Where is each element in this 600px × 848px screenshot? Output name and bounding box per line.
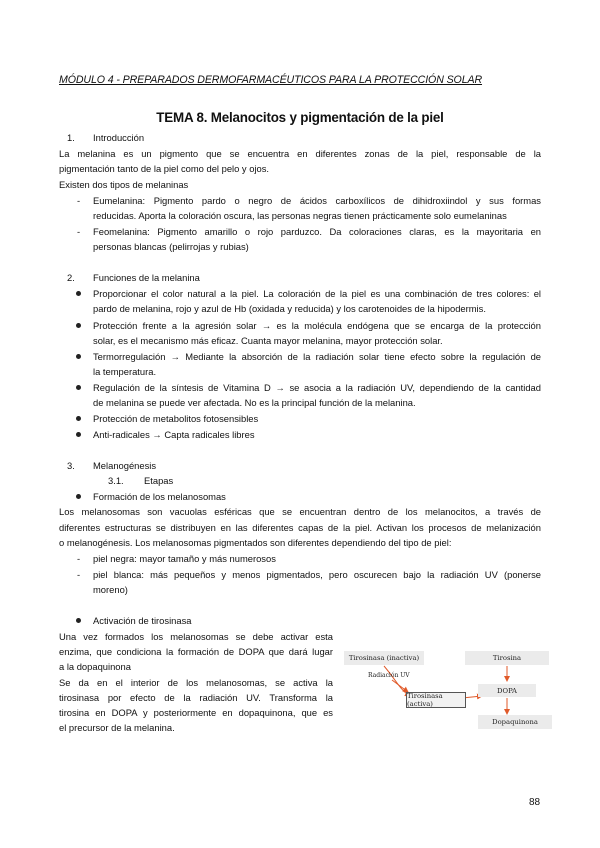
radiation-label: Radiación UV [368,672,410,679]
list-dash: - [77,553,81,564]
section-3-heading: Melanogénesis [93,460,157,471]
light-skin-line-1: piel blanca: más pequeños y menos pigmentados, pero oscurecen bajo la radiación UV (ponerse [93,569,541,580]
activation-heading: Activación de tirosinasa [93,615,192,626]
eumelanin-line-2: reducidas. Aporta la coloración oscura, las personas negras tienen prácticamente solo eumelaninas [93,210,507,221]
intro-line-1: La melanina es un pigmento que se encuentra en diferentes zonas de la piel, responsable de la [59,148,541,159]
function-1-line-2: pardo de melanina, rojo y azul de Hb (oxidada y reducida) y los carotenoides de la hipodermis. [93,303,486,314]
activation-line-2: enzima, que condiciona la formación de DOPA que dará lugar [59,646,333,657]
activation-line-3: a la dopaquinona [59,661,131,672]
melanosome-line-2: diferentes estructuras se distribuyen en las diferentes capas de la piel. Activan los procesos de melanización [59,522,541,533]
dopa-box: DOPA [478,684,536,697]
activation-line-4: Se da en el interior de los melanosomas, se activa la [59,677,333,688]
bullet-icon [76,618,81,623]
section-1-number: 1. [67,132,75,143]
dopaquinona-box: Dopaquinona [478,715,552,729]
activation-line-6: tirosina en DOPA y posteriormente en dopaquinona, que es [59,707,333,718]
feomelanin-line-1: Feomelanina: Pigmento amarillo o rojo parduzco. Da coloraciones claras, es la mayoritaria en [93,226,541,237]
melanin-types-intro: Existen dos tipos de melaninas [59,179,189,190]
tirosina-box: Tirosina [465,651,549,665]
formation-heading: Formación de los melanosomas [93,491,226,502]
function-2-line-1: Protección frente a la agresión solar → es la molécula endógena que se encarga de la protección [93,320,541,331]
activation-line-1: Una vez formados los melanosomas se debe activar esta [59,631,333,642]
section-2-heading: Funciones de la melanina [93,272,200,283]
melanosome-line-1: Los melanosomas son vacuolas esféricas que se encuentran dentro de los melanocitos, a través de [59,506,541,517]
section-1-heading: Introducción [93,132,145,143]
function-5: Protección de metabolitos fotosensibles [93,413,259,424]
bullet-icon [76,432,81,437]
tyrosinase-diagram [344,648,549,732]
subsection-heading: Etapas [144,475,174,486]
list-dash: - [77,226,81,237]
activation-line-5: tirosinasa por efecto de la radiación UV. Transforma la [59,692,333,703]
activation-line-7: el precursor de la melanina. [59,722,175,733]
intro-line-2: pigmentación tanto de la piel como del pelo y ojos. [59,163,270,174]
function-4-line-1: Regulación de la síntesis de Vitamina D → se asocia a la radiación UV, dependiendo de la cantidad [93,382,541,393]
bullet-icon [76,291,81,296]
section-2-number: 2. [67,272,75,283]
function-3-line-1: Termorregulación → Mediante la absorción de la radiación solar tiene efecto sobre la regulación de [93,351,541,362]
feomelanin-line-2: personas blancas (pelirrojas y rubias) [93,241,249,252]
eumelanin-line-1: Eumelanina: Pigmento pardo o negro de ácidos carboxílicos de dihidroxiindol y sus formas [93,195,541,206]
inactive-tyrosinase-box: Tirosinasa (inactiva) [344,651,424,665]
page-number: 88 [529,797,541,808]
active-tyrosinase-box: Tirosinasa (activa) [406,692,466,708]
function-6: Anti-radicales → Capta radicales libres [93,429,255,440]
page-title: TEMA 8. Melanocitos y pigmentación de la piel [156,110,444,125]
list-dash: - [77,569,81,580]
light-skin-line-2: moreno) [93,584,128,595]
bullet-icon [76,385,81,390]
list-dash: - [77,195,81,206]
function-2-line-2: solar, es el mecanismo más eficaz. Cuanta mayor melanina, mayor protección solar. [93,335,443,346]
bullet-icon [76,416,81,421]
dark-skin-item: piel negra: mayor tamaño y más numerosos [93,553,276,564]
subsection-number: 3.1. [108,475,124,486]
function-3-line-2: la temperatura. [93,366,157,377]
function-4-line-2: de melanina se puede ver afectada. No es la principal función de la melanina. [93,397,416,408]
melanosome-line-3: o melanogénesis. Los melanosomas pigmentados son diferentes dependiendo del tipo de piel: [59,537,452,548]
bullet-icon [76,494,81,499]
bullet-icon [76,323,81,328]
radiation-arrow [392,680,408,692]
function-1-line-1: Proporcionar el color natural a la piel. La coloración de la piel es una combinación de tres colores: el [93,288,541,299]
bullet-icon [76,354,81,359]
module-header: MÓDULO 4 - PREPARADOS DERMOFARMACÉUTICOS PARA LA PROTECCIÓN SOLAR [59,74,483,86]
section-3-number: 3. [67,460,75,471]
